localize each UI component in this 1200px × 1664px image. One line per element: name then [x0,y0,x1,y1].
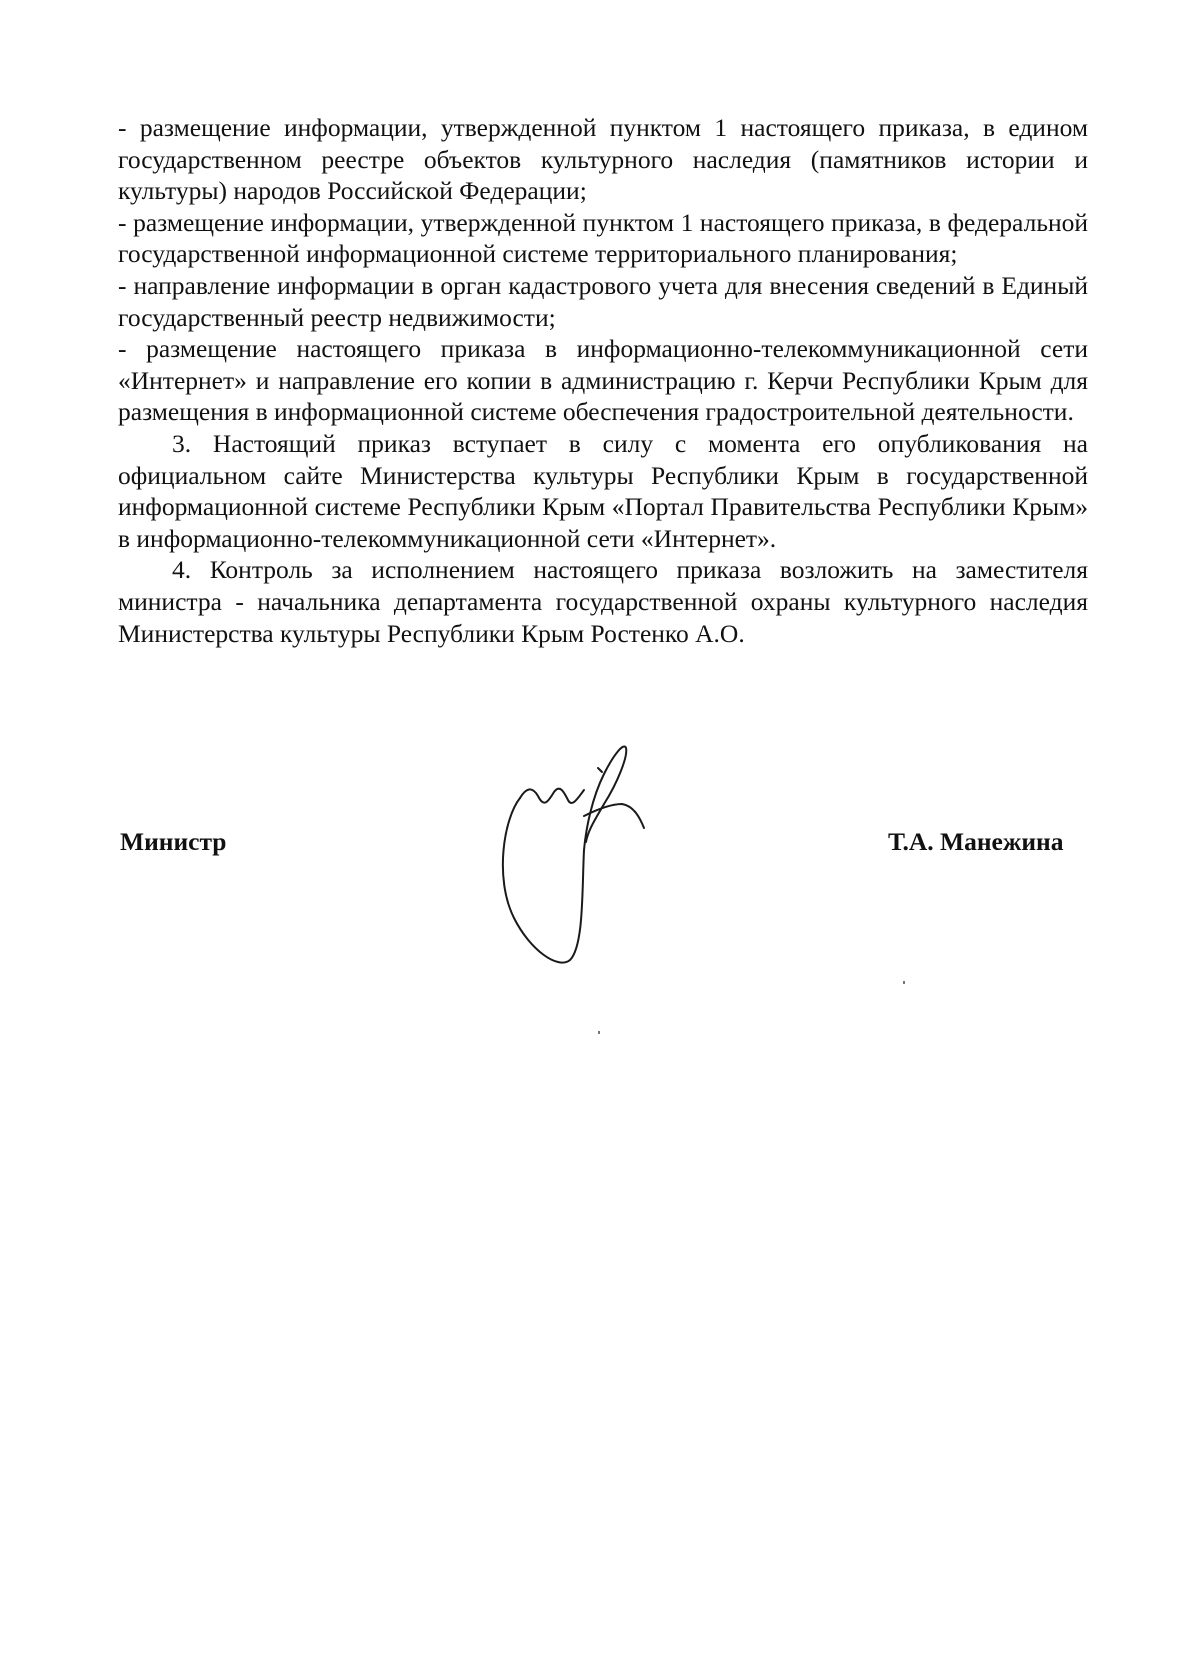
document-body [118,112,1088,649]
paragraph-1: - размещение информации, утвержденной пунктом 1 настоящего приказа, в едином государственном реестре объектов культурного наследия (памятников истории и культуры) народов Российской Федерации; [118,113,1088,206]
paragraph-2: - размещение информации, утвержденной пунктом 1 настоящего приказа, в федеральной государственной информационной системе территориального планирования; [118,207,1088,269]
paragraph-4: - размещение настоящего приказа в информационно-телекоммуникационной сети «Интернет» и направление его копии в администрацию г. Керчи Республики Крым для размещения в информационной системе обеспечения градостроительной деятельности. [118,334,1088,427]
scan-speck [598,1031,600,1034]
paragraph-clause-4: 4. Контроль за исполнением настоящего приказа возложить на заместителя министра - начальника департамента государственной охраны культурного наследия Министерства культуры Республики Крым Ростенко А.О. [118,555,1088,648]
paragraph-clause-3: 3. Настоящий приказ вступает в силу с момента его опубликования на официальном сайте Министерства культуры Республики Крым в государственной информационной системе Республики Крым «Портал Правительства Республики Крым» в информационно-телекоммуникационной сети «Интернет». [118,428,1088,553]
signer-position: Министр [120,827,227,856]
signer-name: Т.А. Манежина [888,827,1064,856]
handwritten-signature-icon [500,738,690,970]
scan-speck [903,981,905,984]
paragraph-3: - направление информации в орган кадастрового учета для внесения сведений в Единый государственный реестр недвижимости; [118,270,1088,332]
